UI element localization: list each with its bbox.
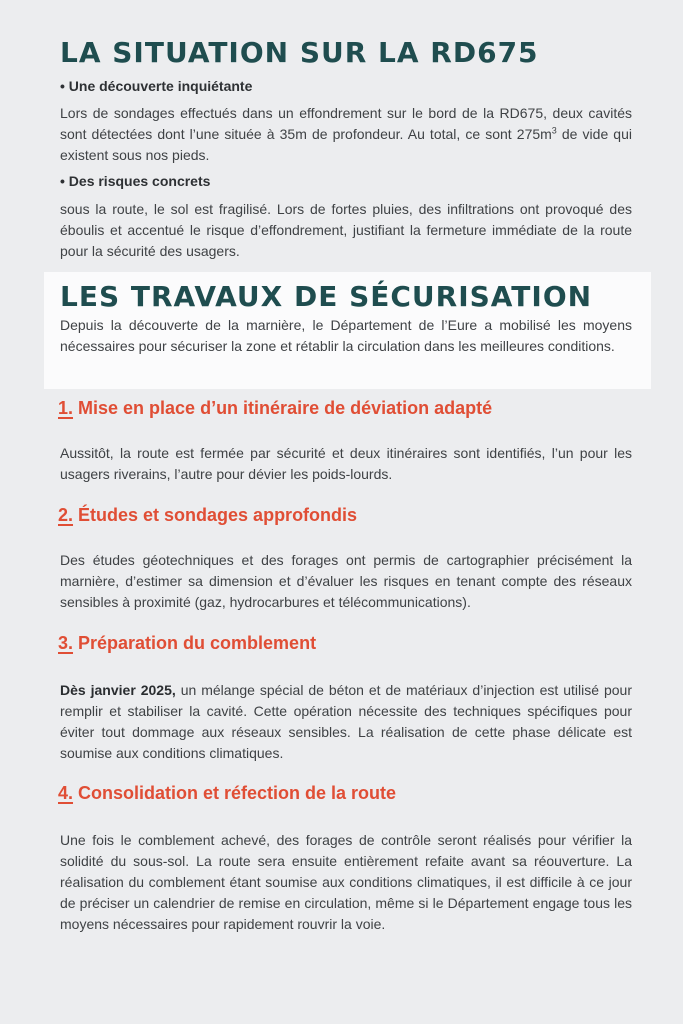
step-3-text [60, 680, 632, 764]
step-3-lead-date: Dès janvier 2025, [60, 682, 176, 698]
step-1-heading [58, 398, 492, 419]
step-1-text: Aussitôt, la route est fermée par sécurité et deux itinéraires sont identifiés, l’un pour les usagers riverains, l’autre pour dévier les poids-lourds. [60, 445, 632, 482]
step-3-heading [58, 633, 316, 654]
step-2-text: Des études géotechniques et des forages ont permis de cartographier précisément la marnière, d’estimer sa dimension et d’évaluer les risques en tenant compte des réseaux sensibles à proximité (gaz, hydrocarbures et télécommunications). [60, 552, 632, 610]
step-3-number: 3. [58, 633, 74, 653]
step-4-title: Consolidation et réfection de la route [73, 783, 397, 803]
step-3-title: Préparation du comblement [73, 633, 317, 653]
step-1-title: Mise en place d’un itinéraire de déviation adapté [73, 398, 493, 418]
step-4-heading [58, 783, 396, 804]
bullet-decouverte: • Une découverte inquiétante [60, 78, 253, 94]
step-2-title: Études et sondages approfondis [73, 505, 358, 525]
step-1-number: 1. [58, 398, 74, 418]
paragraph-decouverte-text-b: de vide qui existent sous nos pieds. [60, 126, 632, 163]
step-3-body: un mélange spécial de béton et de matériaux d’injection est utilisé pour remplir et stabiliser la cavité. Cette opération nécessite des techniques spécifiques pour éviter tout dommage aux réseaux sensibles. La réalisation de cette phase délicate est soumise aux conditions climatiques. [60, 682, 632, 761]
bullet-risques: • Des risques concrets [60, 173, 211, 189]
step-4-number: 4. [58, 783, 74, 803]
section-title-situation: LA SITUATION SUR LA RD675 [60, 36, 539, 69]
paragraph-risques: sous la route, le sol est fragilisé. Lors de fortes pluies, des infiltrations ont provoqué des éboulis et accentué le risque d’effondrement, justifiant la fermeture immédiate de la route pour la sécurité des usagers. [60, 201, 632, 259]
step-2-heading [58, 505, 357, 526]
paragraph-intro-travaux: Depuis la découverte de la marnière, le Département de l’Eure a mobilisé les moyens nécessaires pour sécuriser la zone et rétablir la circulation dans les meilleures conditions. [60, 317, 632, 354]
section-title-travaux: LES TRAVAUX DE SÉCURISATION [60, 280, 593, 313]
paragraph-decouverte [60, 103, 632, 166]
cubic-superscript: 3 [551, 125, 557, 136]
paragraph-decouverte-text-a: Lors de sondages effectués dans un effondrement sur le bord de la RD675, deux cavités sont détectées dont l’une située à 35m de profondeur. Au total, ce sont 275m [60, 105, 632, 142]
step-4-text: Une fois le comblement achevé, des forages de contrôle seront réalisés pour vérifier la solidité du sous-sol. La route sera ensuite entièrement refaite avant sa réouverture. La réalisation du comblement étant soumise aux conditions climatiques, il est difficile à ce jour de préciser un calendrier de remise en circulation, même si le Département engage tous les moyens nécessaires pour rapidement rouvrir la voie. [60, 832, 632, 932]
step-2-number: 2. [58, 505, 74, 525]
